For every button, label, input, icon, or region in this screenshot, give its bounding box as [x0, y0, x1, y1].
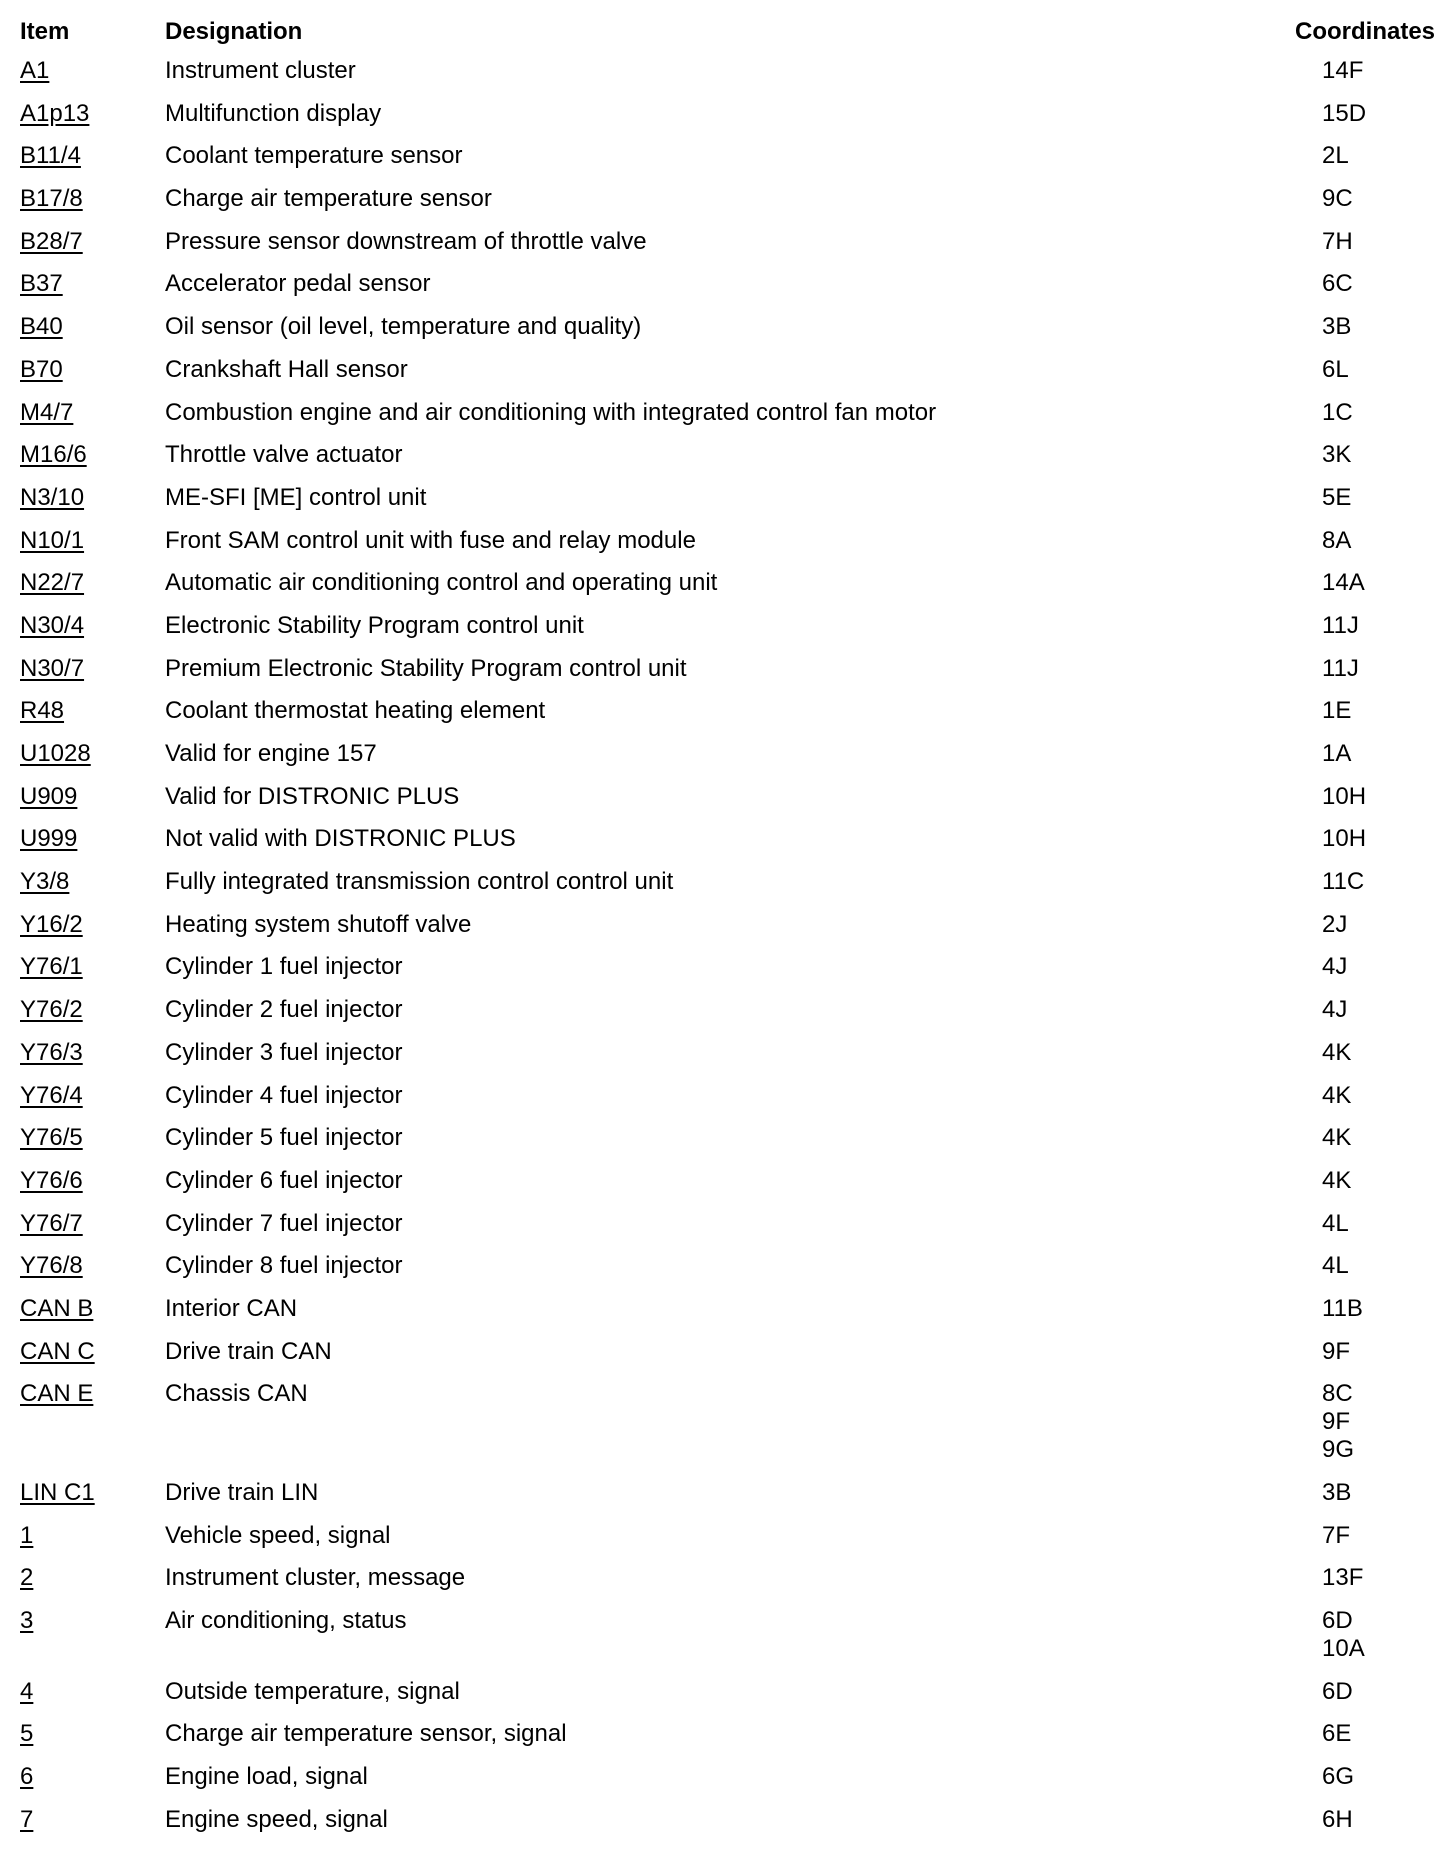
coordinate-value: 15D	[1322, 99, 1367, 127]
item-link[interactable]: A1p13	[20, 99, 90, 127]
table-row	[0, 692, 1456, 735]
table-row	[0, 52, 1456, 95]
table-row	[0, 95, 1456, 138]
table-row	[0, 1205, 1456, 1248]
coordinates-cell	[1322, 1720, 1351, 1748]
coordinate-value: 4L	[1322, 1252, 1349, 1280]
item-link[interactable]: M4/7	[20, 398, 74, 426]
item-link[interactable]: M16/6	[20, 441, 87, 469]
table-row	[0, 1673, 1456, 1716]
table-row	[0, 1247, 1456, 1290]
coordinates-cell	[1322, 569, 1365, 597]
coordinate-value: 11B	[1322, 1294, 1363, 1322]
designation-text: Fully integrated transmission control control unit	[165, 868, 674, 896]
designation-text: Oil sensor (oil level, temperature and quality)	[165, 313, 642, 341]
coordinate-value: 9F	[1322, 1337, 1351, 1365]
coordinate-value: 7F	[1322, 1521, 1351, 1549]
item-link[interactable]: B17/8	[20, 185, 83, 213]
item-link[interactable]: B70	[20, 355, 63, 383]
designation-text: Interior CAN	[165, 1294, 298, 1322]
designation-text: Throttle valve actuator	[165, 441, 403, 469]
table-row	[0, 820, 1456, 863]
coordinates-cell	[1322, 911, 1347, 939]
coordinates-cell	[1322, 1522, 1350, 1550]
coordinates-cell	[1322, 185, 1353, 213]
designation-text: Coolant thermostat heating element	[165, 697, 546, 725]
coordinates-cell	[1322, 783, 1366, 811]
coordinates-cell	[1322, 484, 1351, 512]
item-link[interactable]: 5	[20, 1720, 34, 1748]
item-link[interactable]: Y76/1	[20, 953, 83, 981]
item-link[interactable]: LIN C1	[20, 1479, 95, 1506]
coordinate-value: 8C	[1322, 1380, 1353, 1408]
item-link[interactable]: A1	[20, 57, 50, 84]
coordinates-cell	[1322, 1167, 1351, 1195]
table-row	[0, 522, 1456, 565]
item-link[interactable]: Y76/2	[20, 996, 83, 1024]
item-link[interactable]: N3/10	[20, 483, 85, 511]
designation-text: ME-SFI [ME] control unit	[165, 483, 427, 511]
coordinate-value: 4J	[1322, 996, 1348, 1024]
item-link[interactable]: B40	[20, 313, 63, 341]
table-row	[0, 308, 1456, 351]
coordinates-cell	[1322, 270, 1353, 298]
item-link[interactable]: CAN E	[20, 1380, 94, 1408]
coordinate-value: 4L	[1322, 1209, 1349, 1237]
table-row	[0, 1290, 1456, 1333]
table-row	[0, 650, 1456, 693]
designation-text: Charge air temperature sensor, signal	[165, 1720, 567, 1748]
table-row	[0, 1162, 1456, 1205]
coordinates-cell	[1322, 1124, 1351, 1152]
designation-text: Crankshaft Hall sensor	[165, 355, 408, 383]
coordinate-value: 4K	[1322, 1038, 1352, 1066]
item-link[interactable]: 1	[20, 1521, 34, 1549]
item-link[interactable]: U999	[20, 825, 78, 853]
designation-text: Engine load, signal	[165, 1763, 368, 1791]
coordinates-cell	[1322, 1763, 1354, 1791]
designation-text: Cylinder 2 fuel injector	[165, 996, 403, 1024]
table-row	[0, 351, 1456, 394]
item-link[interactable]: Y76/7	[20, 1209, 83, 1237]
coordinates-cell	[1322, 142, 1349, 170]
coordinates-cell	[1322, 228, 1353, 256]
table-row	[0, 265, 1456, 308]
table-row	[0, 906, 1456, 949]
item-link[interactable]: R48	[20, 697, 65, 725]
header-designation: Designation	[165, 18, 303, 45]
designation-text: Instrument cluster, message	[165, 1564, 466, 1592]
table-row	[0, 1077, 1456, 1120]
designation-text: Cylinder 8 fuel injector	[165, 1252, 403, 1280]
designation-text: Not valid with DISTRONIC PLUS	[165, 825, 516, 853]
table-row	[0, 607, 1456, 650]
item-link[interactable]: B28/7	[20, 227, 83, 255]
coordinate-value: 10H	[1322, 825, 1367, 853]
coordinates-cell	[1322, 399, 1353, 427]
designation-text: Engine speed, signal	[165, 1805, 388, 1833]
table-row	[0, 137, 1456, 180]
coordinate-value: 3B	[1322, 313, 1352, 341]
coordinate-value: 6D	[1322, 1677, 1353, 1705]
table-row	[0, 479, 1456, 522]
table-row	[0, 735, 1456, 778]
coordinate-value: 4J	[1322, 953, 1348, 981]
coordinates-cell	[1322, 1252, 1349, 1280]
table-row	[0, 180, 1456, 223]
item-link[interactable]: 7	[20, 1805, 34, 1833]
coordinates-cell	[1322, 825, 1366, 853]
coordinates-cell	[1322, 356, 1349, 384]
designation-text: Cylinder 5 fuel injector	[165, 1124, 403, 1152]
coordinate-value: 2J	[1322, 910, 1348, 938]
table-row	[0, 948, 1456, 991]
item-link[interactable]: U1028	[20, 740, 91, 767]
coordinates-cell	[1322, 1082, 1351, 1110]
table-row	[0, 1602, 1456, 1673]
coordinate-value: 9F	[1322, 1408, 1351, 1436]
coordinates-cell	[1322, 1806, 1353, 1834]
coordinates-cell	[1322, 697, 1351, 725]
designation-text: Cylinder 1 fuel injector	[165, 953, 403, 981]
designation-text: Automatic air conditioning control and operating unit	[165, 569, 718, 597]
table-row	[0, 778, 1456, 821]
designation-text: Instrument cluster	[165, 57, 356, 84]
coordinates-cell	[1322, 740, 1351, 768]
coordinate-value: 6E	[1322, 1720, 1352, 1748]
coordinate-value: 10H	[1322, 782, 1367, 810]
item-link[interactable]: Y3/8	[20, 868, 70, 896]
coordinates-cell	[1322, 1039, 1351, 1067]
table-row	[0, 1559, 1456, 1602]
designation-text: Valid for DISTRONIC PLUS	[165, 782, 460, 810]
coordinate-value: 8A	[1322, 526, 1352, 554]
coordinate-value: 1E	[1322, 697, 1352, 725]
coordinate-value: 6D	[1322, 1607, 1353, 1635]
designation-text: Chassis CAN	[165, 1380, 308, 1408]
table-body	[0, 52, 1456, 1844]
designation-text: Multifunction display	[165, 99, 382, 127]
table-row	[0, 1034, 1456, 1077]
coordinate-value: 11C	[1322, 868, 1365, 896]
designation-text: Drive train CAN	[165, 1337, 332, 1365]
coordinate-value: 4K	[1322, 1081, 1352, 1109]
item-link[interactable]: CAN C	[20, 1337, 95, 1365]
table-row	[0, 1119, 1456, 1162]
designation-text: Coolant temperature sensor	[165, 142, 463, 170]
item-link[interactable]: N30/7	[20, 654, 85, 682]
coordinates-cell	[1322, 996, 1347, 1024]
coordinate-value: 4K	[1322, 1166, 1352, 1194]
coordinate-value: 14A	[1322, 569, 1365, 597]
coordinate-value: 6H	[1322, 1805, 1353, 1833]
table-row	[0, 436, 1456, 479]
coordinates-cell	[1322, 1607, 1365, 1663]
item-link[interactable]: Y76/5	[20, 1124, 83, 1152]
coordinate-value: 3K	[1322, 441, 1352, 469]
item-link[interactable]: N30/4	[20, 611, 85, 639]
coordinate-value: 11J	[1322, 611, 1359, 639]
table-row	[0, 1517, 1456, 1560]
designation-text: Electronic Stability Program control unit	[165, 611, 584, 639]
item-link[interactable]: Y16/2	[20, 910, 83, 938]
coordinate-value: 1A	[1322, 740, 1352, 767]
coordinates-cell	[1322, 953, 1347, 981]
coordinates-cell	[1322, 655, 1359, 683]
designation-text: Drive train LIN	[165, 1479, 319, 1506]
designation-text: Heating system shutoff valve	[165, 910, 472, 938]
coordinates-cell	[1322, 868, 1364, 896]
coordinate-value: 13F	[1322, 1564, 1364, 1592]
table-row	[0, 1474, 1456, 1517]
table-row	[0, 1801, 1456, 1844]
coordinates-cell	[1322, 612, 1359, 640]
item-link[interactable]: 2	[20, 1564, 34, 1592]
table-header	[0, 0, 1456, 52]
designation-text: Pressure sensor downstream of throttle valve	[165, 227, 647, 255]
coordinate-value: 9C	[1322, 185, 1353, 213]
item-link[interactable]: N22/7	[20, 569, 85, 597]
designation-text: Front SAM control unit with fuse and relay module	[165, 526, 696, 554]
table-row	[0, 1375, 1456, 1474]
item-link[interactable]: B11/4	[20, 142, 81, 170]
designation-text: Valid for engine 157	[165, 740, 377, 767]
coordinates-cell	[1322, 441, 1351, 469]
header-item: Item	[20, 18, 70, 45]
coordinates-cell	[1322, 1479, 1351, 1507]
coordinates-cell	[1322, 1295, 1363, 1323]
item-link[interactable]: Y76/4	[20, 1081, 83, 1109]
header-coordinates: Coordinates	[1295, 18, 1436, 45]
designation-text: Accelerator pedal sensor	[165, 270, 431, 298]
table-row	[0, 223, 1456, 266]
item-link[interactable]: 6	[20, 1763, 34, 1791]
item-link[interactable]: 3	[20, 1607, 34, 1635]
table-row	[0, 991, 1456, 1034]
designation-text: Outside temperature, signal	[165, 1677, 460, 1705]
item-link[interactable]: N10/1	[20, 526, 85, 554]
coordinate-value: 6C	[1322, 270, 1353, 298]
coordinate-value: 9G	[1322, 1436, 1355, 1464]
table-row	[0, 564, 1456, 607]
item-link[interactable]: Y76/8	[20, 1252, 83, 1280]
coordinates-cell	[1322, 1210, 1349, 1238]
coordinates-cell	[1322, 1380, 1354, 1464]
designation-text: Premium Electronic Stability Program control unit	[165, 654, 687, 682]
coordinate-value: 4K	[1322, 1124, 1352, 1152]
designation-text: Air conditioning, status	[165, 1607, 407, 1635]
coordinate-value: 3B	[1322, 1479, 1352, 1506]
designation-text: Cylinder 4 fuel injector	[165, 1081, 403, 1109]
designation-text: Charge air temperature sensor	[165, 185, 492, 213]
coordinate-value: 6G	[1322, 1763, 1355, 1791]
item-link[interactable]: U909	[20, 782, 78, 810]
coordinate-value: 7H	[1322, 227, 1353, 255]
table-row	[0, 394, 1456, 437]
coordinate-value: 11J	[1322, 654, 1359, 682]
designation-text: Cylinder 7 fuel injector	[165, 1209, 403, 1237]
coordinates-cell	[1322, 527, 1351, 555]
designation-text: Combustion engine and air conditioning with integrated control fan motor	[165, 398, 937, 426]
table-row	[0, 863, 1456, 906]
table-row	[0, 1333, 1456, 1376]
coordinate-value: 6L	[1322, 355, 1349, 383]
item-link[interactable]: Y76/6	[20, 1166, 83, 1194]
coordinates-cell	[1322, 1564, 1363, 1592]
table-row	[0, 1758, 1456, 1801]
item-link[interactable]: B37	[20, 270, 63, 298]
coordinate-value: 2L	[1322, 142, 1349, 170]
coordinate-value: 10A	[1322, 1635, 1365, 1663]
designation-text: Cylinder 6 fuel injector	[165, 1166, 403, 1194]
coordinates-cell	[1322, 313, 1351, 341]
coordinate-value: 1C	[1322, 398, 1353, 426]
coordinates-cell	[1322, 1338, 1350, 1366]
coordinates-cell	[1322, 100, 1366, 128]
coordinates-cell	[1322, 57, 1363, 85]
item-link[interactable]: CAN B	[20, 1294, 94, 1322]
table-row	[0, 1715, 1456, 1758]
item-link[interactable]: 4	[20, 1677, 34, 1705]
coordinate-value: 5E	[1322, 483, 1352, 511]
item-link[interactable]: Y76/3	[20, 1038, 83, 1066]
coordinates-cell	[1322, 1678, 1353, 1706]
designation-text: Cylinder 3 fuel injector	[165, 1038, 403, 1066]
coordinate-value: 14F	[1322, 57, 1364, 84]
designation-text: Vehicle speed, signal	[165, 1521, 391, 1549]
